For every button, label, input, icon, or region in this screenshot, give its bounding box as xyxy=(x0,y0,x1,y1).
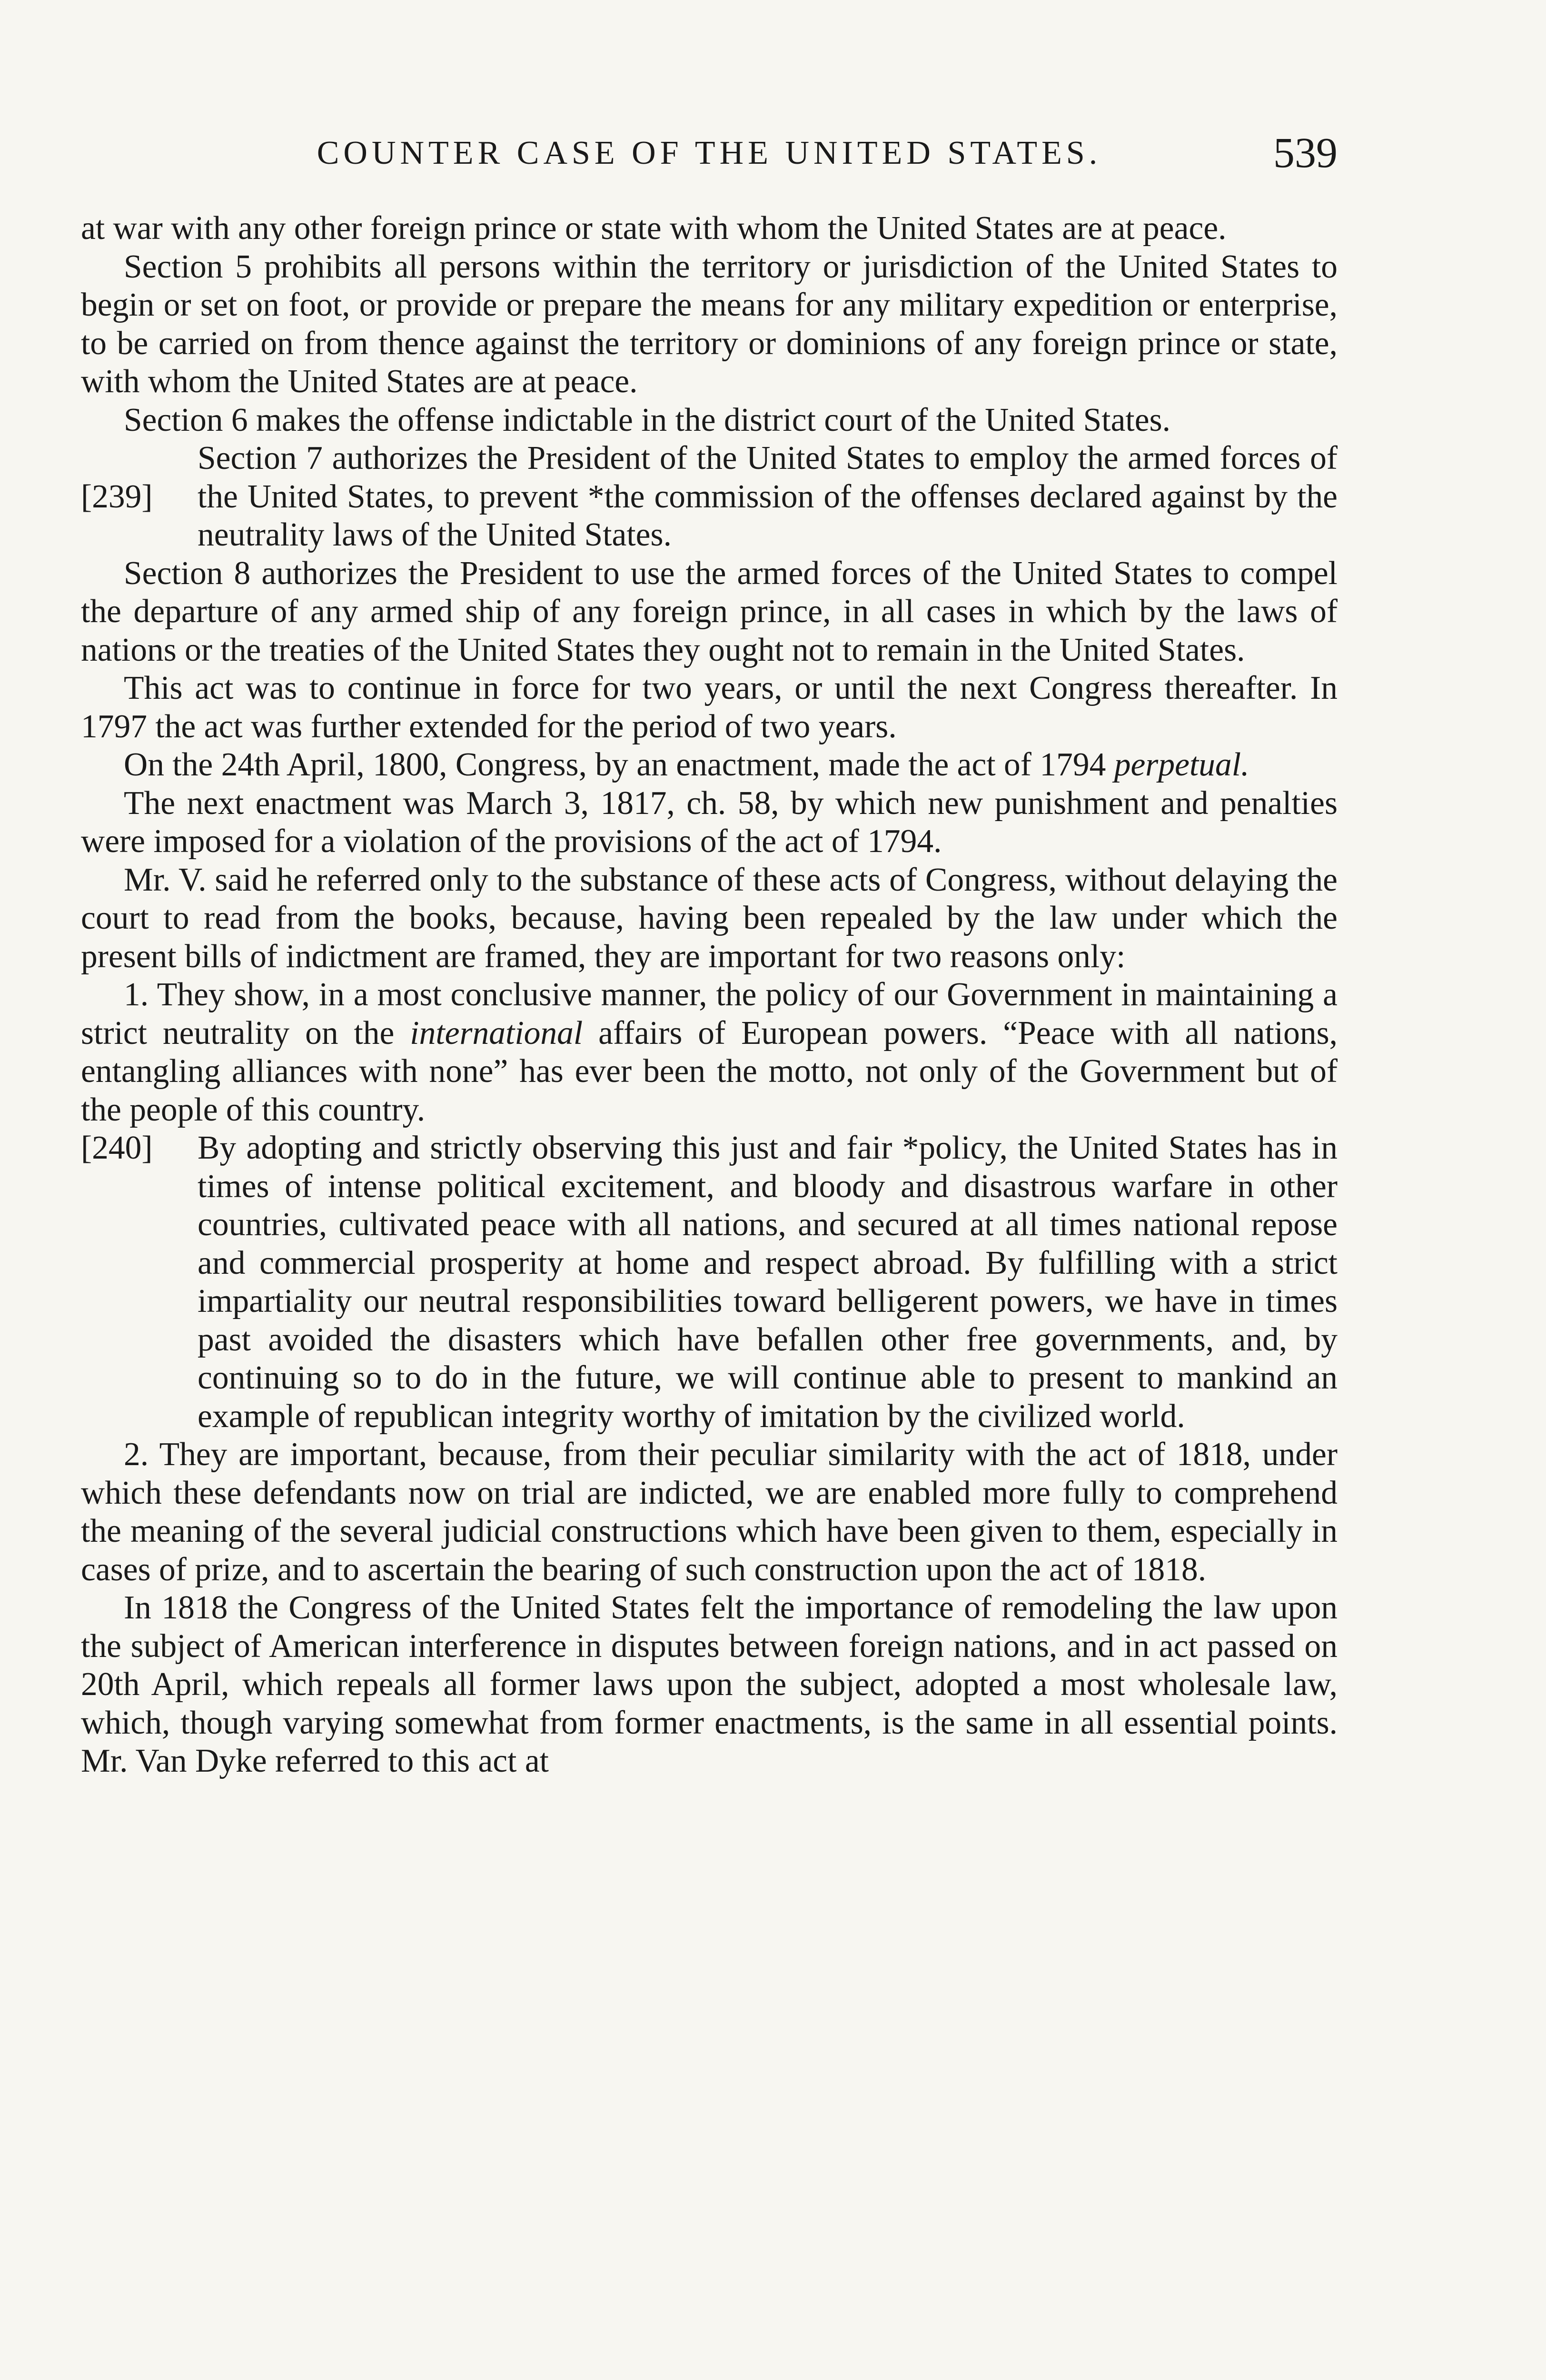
page-marker: [239] xyxy=(81,478,153,515)
running-title: COUNTER CASE OF THE UNITED STATES. xyxy=(317,135,1102,171)
running-header xyxy=(81,129,1338,186)
paragraph: Section 8 authorizes the President to use the armed forces of the United States to compel the departure of any armed ship of any foreign prince, in all cases in which by the laws of nations or the treaties of the United States they ought not to remain in the United States. xyxy=(81,555,1338,668)
emphasis: perpetual. xyxy=(1114,746,1249,783)
paragraph-text: On the 24th April, 1800, Congress, by an enactment, made the act of 1794 xyxy=(124,746,1114,783)
paragraph-text: 1. They show, in a most conclusive manner, the policy of our Government in maintaining a strict neutrality on the xyxy=(81,976,1338,1051)
paragraph-text: Section 7 authorizes the President of the United States to employ the armed forces of the United States, to prevent *the commission of the offenses declared against by the neutrality laws of the United States. xyxy=(198,440,1338,553)
paragraph-text: By adopting and strictly observing this just and fair *policy, the United States has in times of intense political excitement, and bloody and disastrous warfare in other countries, cultivated peace with all nations, and secured at all times national repose and commercial prosperity at home and respect abroad. By fulfilling with a strict impartiality our neutral responsibilities toward belligerent powers, we have in times past avoided the disasters which have befallen other free governments, and, by continuing so to do in the future, we will continue able to present to mankind an example of republican integrity worthy of imitation by the civilized world. xyxy=(198,1130,1338,1435)
paragraph-with-marker xyxy=(81,439,1338,555)
paragraph: In 1818 the Congress of the United States felt the importance of remodeling the law upon the subject of American interference in disputes between foreign nations, and in act passed on 20th April, which repeals all former laws upon the subject, adopted a most wholesale law, which, though varying somewhat from former enactments, is the same in all essential points. Mr. Van Dyke referred to this act at xyxy=(81,1589,1338,1779)
paragraph: at war with any other foreign prince or state with whom the United States are at peace. xyxy=(81,210,1227,247)
paragraph: The next enactment was March 3, 1817, ch. 58, by which new punishment and penalties were imposed for a violation of the provisions of the act of 1794. xyxy=(81,784,1338,860)
paragraph: 2. They are important, because, from their peculiar similarity with the act of 1818, under which these defendants now on trial are indicted, we are enabled more fully to comprehend the meaning of the several judicial constructions which have been given to them, especially in cases of prize, and to ascertain the bearing of such construction upon the act of 1818. xyxy=(81,1436,1338,1588)
paragraph-with-marker xyxy=(81,1129,1338,1436)
paragraph xyxy=(81,976,1338,1129)
paragraph-text: affairs of European powers. “Peace with all nations, entangling alliances with none” has ever been the motto, not only of the Government but of the people of this country. xyxy=(81,1014,1338,1128)
paragraph: Mr. V. said he referred only to the substance of these acts of Congress, without delaying the court to read from the books, because, having been repealed by the law under which the present bills of indictment are framed, they are important for two reasons only: xyxy=(81,861,1338,975)
paragraph: This act was to continue in force for two years, or until the next Congress thereafter. In 1797 the act was further extended for the period of two years. xyxy=(81,670,1338,745)
page-number: 539 xyxy=(1273,129,1338,177)
page-marker: [240] xyxy=(81,1130,153,1166)
emphasis: international xyxy=(410,1014,583,1051)
body-text xyxy=(81,209,1338,1781)
paragraph: Section 5 prohibits all persons within the territory or jurisdiction of the United States to begin or set on foot, or provide or prepare the means for any military expedition or enterprise, to be carried on from thence against the territory or dominions of any foreign prince or state, with whom the United States are at peace. xyxy=(81,248,1338,400)
paragraph xyxy=(81,746,1338,784)
paragraph: Section 6 makes the offense indictable in the district court of the United States. xyxy=(124,401,1170,438)
